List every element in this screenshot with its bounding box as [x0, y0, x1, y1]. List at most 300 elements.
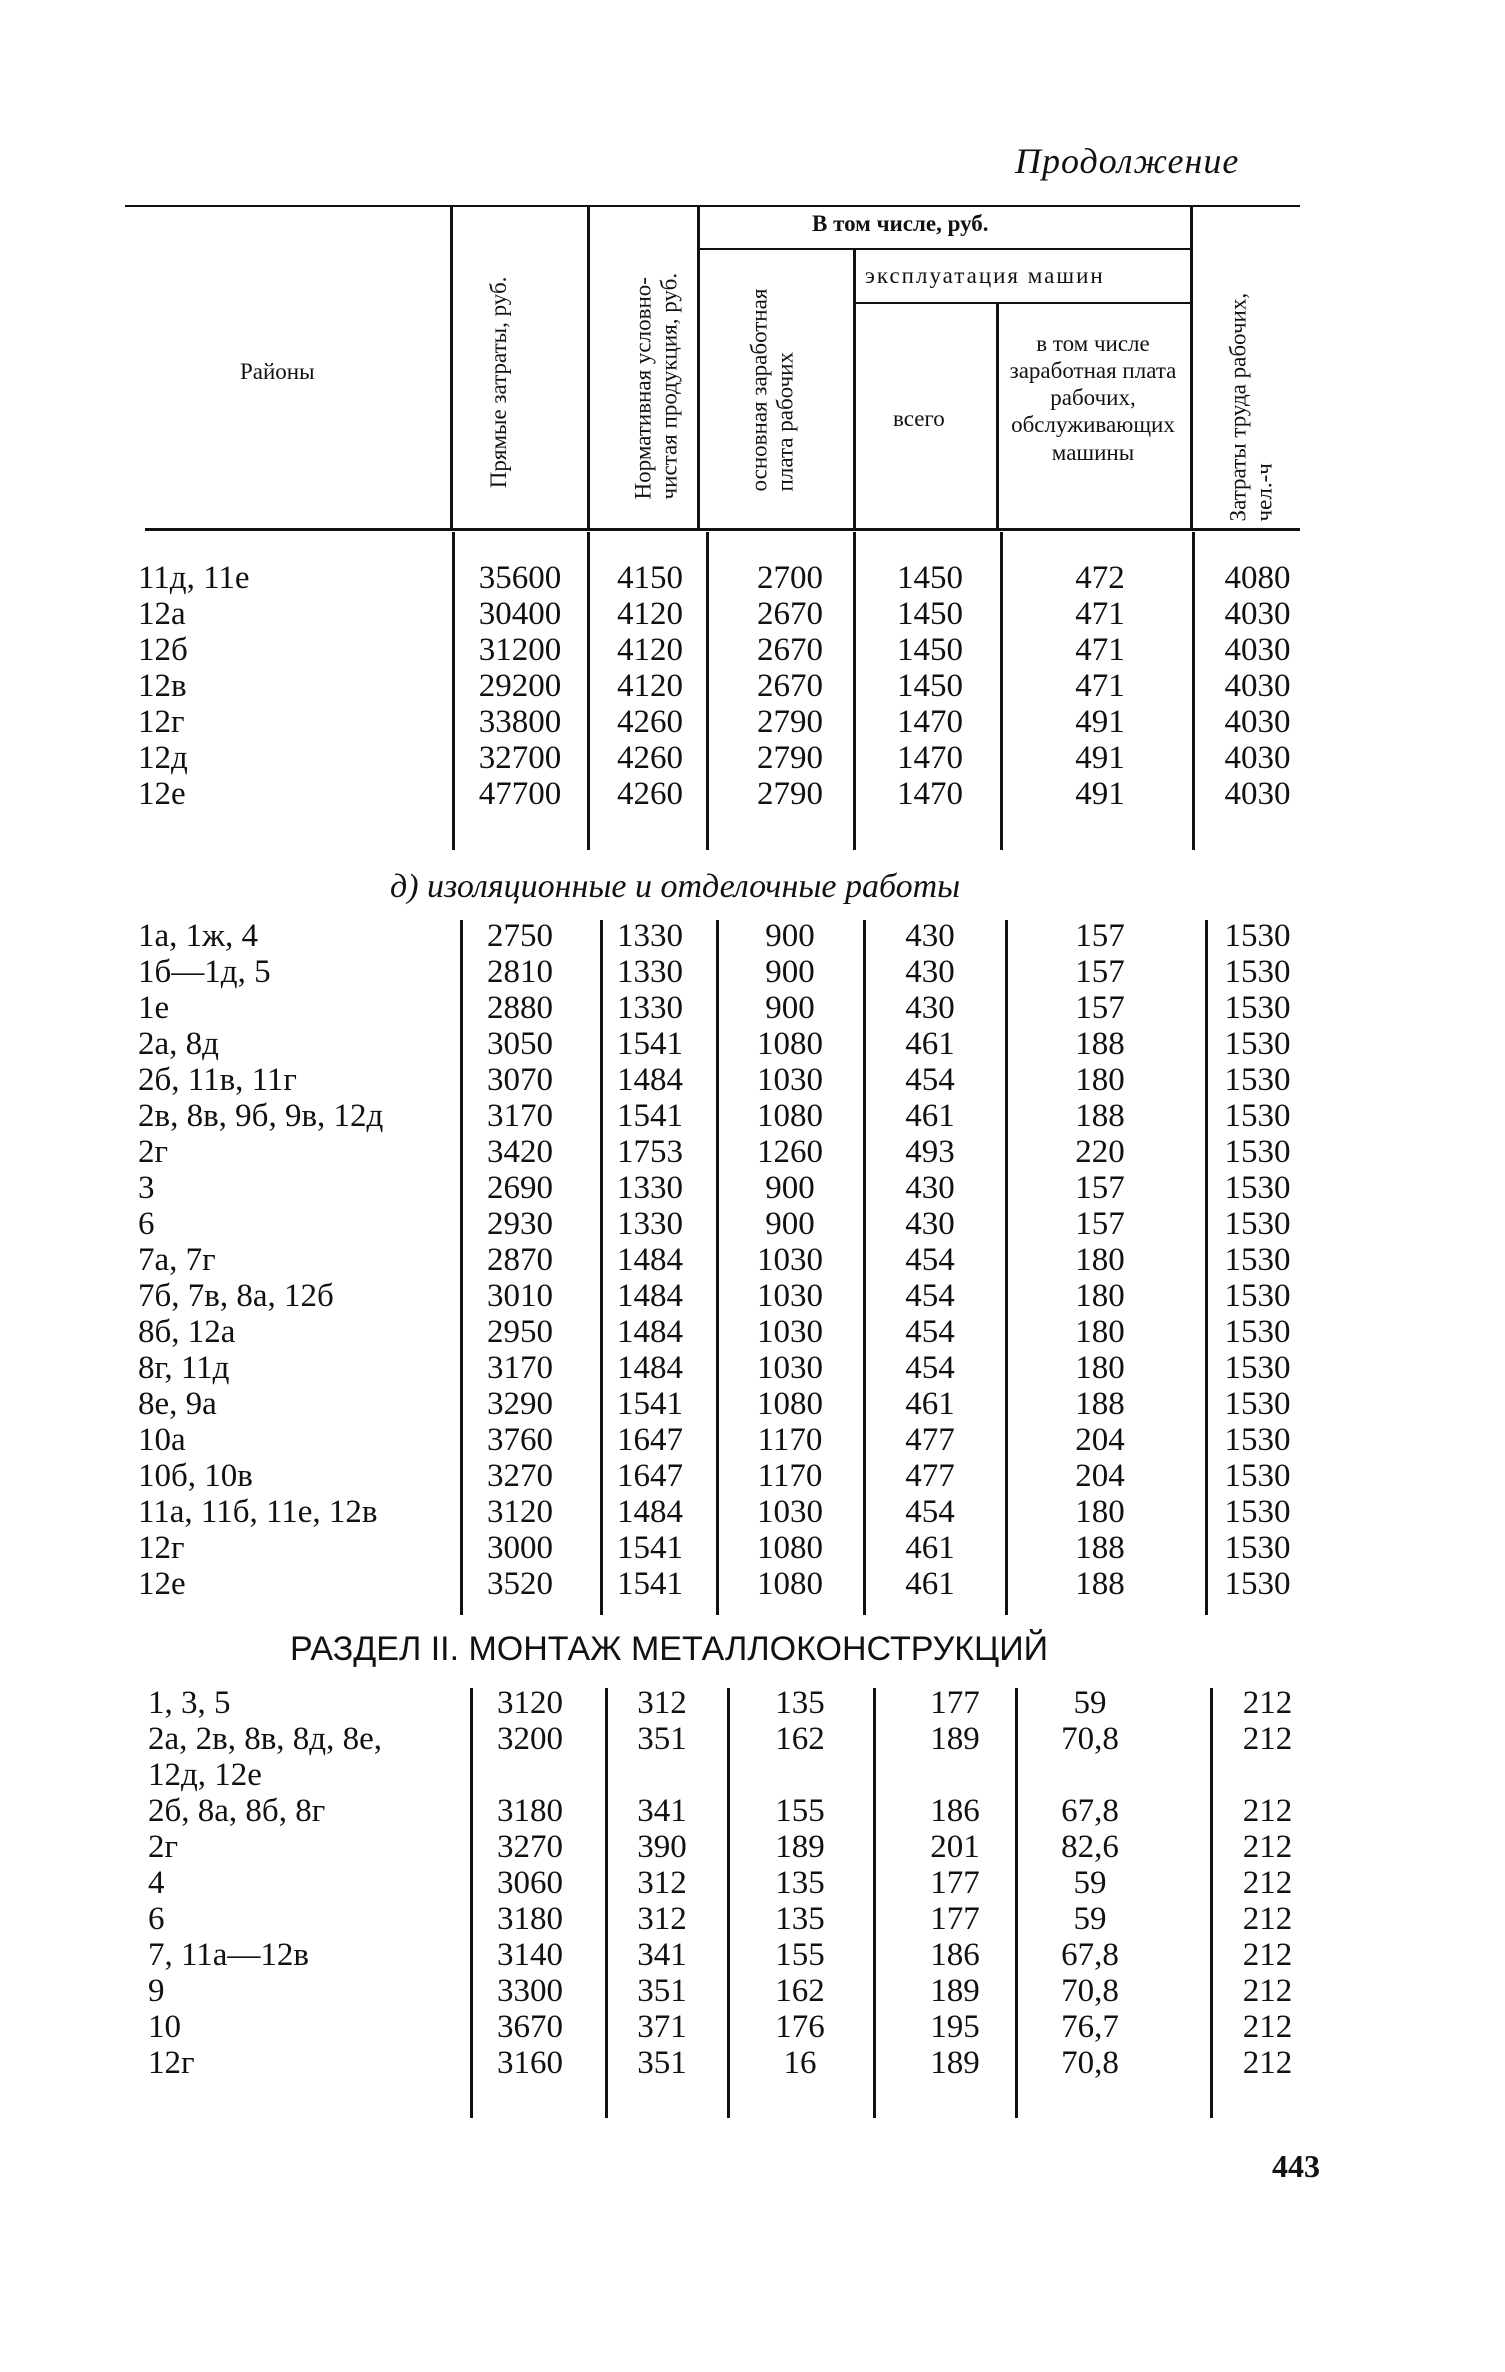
- wage-cell: 135: [775, 1685, 825, 1721]
- machine-total-cell: 1470: [897, 704, 963, 740]
- table-row: [0, 918, 1505, 954]
- wage-cell: 1080: [757, 1386, 823, 1422]
- normative-cell: 1541: [617, 1530, 683, 1566]
- machine-wage-cell: 204: [1075, 1458, 1125, 1494]
- labor-cell: 1530: [1224, 1314, 1291, 1350]
- normative-cell: 341: [637, 1937, 687, 1973]
- machine-total-cell: 189: [930, 1721, 980, 1757]
- labor-cell: 1530: [1224, 1566, 1291, 1602]
- machine-wage-cell: 76,7: [1061, 2009, 1119, 2045]
- normative-cell: 1647: [617, 1458, 683, 1494]
- district-cell: 8б, 12а: [138, 1314, 236, 1350]
- table-row: [0, 1134, 1505, 1170]
- table-row: [0, 776, 1505, 812]
- including-rule: [700, 248, 1190, 250]
- table-row: [0, 1530, 1505, 1566]
- machine-wage-cell: 67,8: [1061, 1793, 1119, 1829]
- normative-cell: 4260: [617, 704, 683, 740]
- machine-wage-cell: 70,8: [1061, 2045, 1119, 2081]
- normative-cell: 1541: [617, 1386, 683, 1422]
- normative-cell: 1484: [617, 1062, 683, 1098]
- labor-cell: 1530: [1224, 918, 1291, 954]
- machine-total-cell: 430: [905, 954, 955, 990]
- machine-rule: [855, 302, 1190, 304]
- machine-total-cell: 461: [905, 1566, 955, 1602]
- direct-cost-cell: 3120: [487, 1494, 553, 1530]
- machine-wage-cell: 180: [1075, 1278, 1125, 1314]
- machine-wage-cell: 59: [1073, 1685, 1107, 1721]
- machine-total-cell: 461: [905, 1386, 955, 1422]
- district-cell: 7б, 7в, 8а, 12б: [138, 1278, 334, 1314]
- direct-cost-cell: 29200: [478, 668, 562, 704]
- normative-cell: 312: [637, 1901, 687, 1937]
- normative-cell: 1330: [617, 1170, 683, 1206]
- table-row: [0, 1026, 1505, 1062]
- labor-cell: 212: [1242, 1793, 1293, 1829]
- direct-cost-cell: 3010: [487, 1278, 553, 1314]
- district-cell: 10а: [138, 1422, 186, 1458]
- header-bottom-rule: [145, 528, 1300, 531]
- labor-cell: 212: [1242, 1721, 1293, 1757]
- labor-cell: 212: [1242, 2009, 1293, 2045]
- labor-cell: 212: [1242, 1829, 1293, 1865]
- direct-cost-cell: 3270: [487, 1458, 553, 1494]
- normative-cell: 1541: [617, 1098, 683, 1134]
- wage-cell: 1080: [757, 1026, 823, 1062]
- header-col-line-6: [1190, 205, 1193, 528]
- wage-cell: 900: [765, 954, 815, 990]
- normative-cell: 4150: [617, 560, 683, 596]
- direct-cost-cell: 3290: [487, 1386, 553, 1422]
- machine-total-cell: 430: [905, 1206, 955, 1242]
- machine-total-cell: 189: [930, 1973, 980, 2009]
- normative-cell: 312: [637, 1685, 687, 1721]
- labor-cell: 4030: [1224, 596, 1291, 632]
- table-row: [0, 1793, 1505, 1829]
- wage-cell: 2670: [757, 596, 823, 632]
- normative-cell: 1484: [617, 1242, 683, 1278]
- labor-cell: 4030: [1224, 668, 1291, 704]
- wage-cell: 1170: [757, 1422, 823, 1458]
- normative-cell: 1484: [617, 1314, 683, 1350]
- machine-total-cell: 1470: [897, 740, 963, 776]
- labor-cell: 212: [1242, 1973, 1293, 2009]
- continuation-label: Продолжение: [1015, 141, 1240, 181]
- machine-wage-cell: 59: [1073, 1865, 1107, 1901]
- machine-total-cell: 201: [930, 1829, 980, 1865]
- direct-cost-cell: 3300: [497, 1973, 563, 2009]
- wage-cell: 1030: [757, 1494, 823, 1530]
- district-cell: 4: [148, 1865, 165, 1901]
- machine-total-cell: 1450: [897, 668, 963, 704]
- wage-cell: 900: [765, 1206, 815, 1242]
- labor-cell: 1530: [1224, 1422, 1291, 1458]
- labor-cell: 1530: [1224, 1494, 1291, 1530]
- direct-cost-cell: 2750: [487, 918, 553, 954]
- machine-wage-cell: 180: [1075, 1242, 1125, 1278]
- normative-cell: 312: [637, 1865, 687, 1901]
- labor-cell: 1530: [1224, 1134, 1291, 1170]
- normative-cell: 351: [637, 2045, 687, 2081]
- table-row: [0, 1278, 1505, 1314]
- normative-cell: 1484: [617, 1350, 683, 1386]
- machine-total-cell: 430: [905, 990, 955, 1026]
- district-cell: 3: [138, 1170, 155, 1206]
- direct-cost-cell: 3160: [497, 2045, 563, 2081]
- machine-wage-cell: 188: [1075, 1566, 1125, 1602]
- machine-wage-cell: 188: [1075, 1026, 1125, 1062]
- table-row: [0, 1757, 1505, 1793]
- direct-cost-cell: 3760: [487, 1422, 553, 1458]
- table-row: [0, 1350, 1505, 1386]
- district-cell: 1а, 1ж, 4: [138, 918, 258, 954]
- header-normative-output: Нормативная условно-чистая продукция, руб.: [630, 272, 682, 500]
- machine-total-cell: 430: [905, 1170, 955, 1206]
- direct-cost-cell: 2870: [487, 1242, 553, 1278]
- table-row: [0, 1206, 1505, 1242]
- direct-cost-cell: 31200: [478, 632, 562, 668]
- district-cell: 11а, 11б, 11е, 12в: [138, 1494, 378, 1530]
- table-row: [0, 1937, 1505, 1973]
- labor-cell: 4030: [1224, 776, 1291, 812]
- wage-cell: 176: [775, 2009, 825, 2045]
- header-labor-costs: Затраты труда рабочих, чел.-ч: [1225, 292, 1277, 522]
- labor-cell: 4030: [1224, 632, 1291, 668]
- header-col-line-1: [450, 205, 453, 528]
- direct-cost-cell: 2950: [487, 1314, 553, 1350]
- wage-cell: 1030: [757, 1062, 823, 1098]
- machine-total-cell: 454: [905, 1314, 955, 1350]
- labor-cell: 1530: [1224, 1098, 1291, 1134]
- wage-cell: 135: [775, 1865, 825, 1901]
- machine-wage-cell: 157: [1075, 1206, 1125, 1242]
- machine-total-cell: 186: [930, 1937, 980, 1973]
- table-row: [0, 1566, 1505, 1602]
- normative-cell: 4260: [617, 740, 683, 776]
- wage-cell: 2790: [757, 776, 823, 812]
- normative-cell: 1484: [617, 1494, 683, 1530]
- machine-wage-cell: 471: [1075, 668, 1125, 704]
- wage-cell: 1260: [757, 1134, 823, 1170]
- district-cell: 2б, 11в, 11г: [138, 1062, 297, 1098]
- direct-cost-cell: 3170: [487, 1098, 553, 1134]
- table-row: [0, 1494, 1505, 1530]
- wage-cell: 1080: [757, 1530, 823, 1566]
- district-cell: 1б—1д, 5: [138, 954, 271, 990]
- table-row: [0, 704, 1505, 740]
- direct-cost-cell: 35600: [478, 560, 562, 596]
- direct-cost-cell: 3180: [497, 1793, 563, 1829]
- header-base-wage: основная заработная плата рабочих: [746, 288, 798, 492]
- machine-total-cell: 461: [905, 1026, 955, 1062]
- district-cell: 2а, 2в, 8в, 8д, 8е,: [148, 1721, 382, 1757]
- table-row: [0, 1422, 1505, 1458]
- table-row: [0, 1458, 1505, 1494]
- district-cell: 6: [138, 1206, 155, 1242]
- machine-total-cell: 186: [930, 1793, 980, 1829]
- machine-wage-cell: 157: [1075, 990, 1125, 1026]
- direct-cost-cell: 3270: [497, 1829, 563, 1865]
- district-cell: 12б: [138, 632, 188, 668]
- header-col-line-3: [697, 205, 700, 528]
- wage-cell: 155: [775, 1937, 825, 1973]
- labor-cell: 1530: [1224, 1350, 1291, 1386]
- labor-cell: 1530: [1224, 990, 1291, 1026]
- normative-cell: 4120: [617, 632, 683, 668]
- machine-total-cell: 177: [930, 1865, 980, 1901]
- table-row: [0, 560, 1505, 596]
- normative-cell: 1647: [617, 1422, 683, 1458]
- machine-total-cell: 177: [930, 1901, 980, 1937]
- direct-cost-cell: 3000: [487, 1530, 553, 1566]
- direct-cost-cell: 3050: [487, 1026, 553, 1062]
- wage-cell: 2790: [757, 704, 823, 740]
- machine-wage-cell: 204: [1075, 1422, 1125, 1458]
- normative-cell: 4120: [617, 596, 683, 632]
- district-cell: 10: [148, 2009, 181, 2045]
- machine-wage-cell: 491: [1075, 776, 1125, 812]
- machine-total-cell: 477: [905, 1458, 955, 1494]
- labor-cell: 1530: [1224, 1206, 1291, 1242]
- wage-cell: 2670: [757, 668, 823, 704]
- wage-cell: 155: [775, 1793, 825, 1829]
- table-row: [0, 668, 1505, 704]
- direct-cost-cell: 30400: [478, 596, 562, 632]
- district-cell: 11д, 11е: [138, 560, 250, 596]
- wage-cell: 1030: [757, 1242, 823, 1278]
- machine-wage-cell: 59: [1073, 1901, 1107, 1937]
- direct-cost-cell: 3070: [487, 1062, 553, 1098]
- table-row: [0, 596, 1505, 632]
- machine-wage-cell: 70,8: [1061, 1973, 1119, 2009]
- normative-cell: 1484: [617, 1278, 683, 1314]
- machine-total-cell: 1470: [897, 776, 963, 812]
- labor-cell: 1530: [1224, 1386, 1291, 1422]
- wage-cell: 162: [775, 1973, 825, 2009]
- machine-total-cell: 461: [905, 1098, 955, 1134]
- machine-wage-cell: 180: [1075, 1314, 1125, 1350]
- direct-cost-cell: 3120: [497, 1685, 563, 1721]
- normative-cell: 4120: [617, 668, 683, 704]
- normative-cell: 371: [637, 2009, 687, 2045]
- machine-wage-cell: 188: [1075, 1098, 1125, 1134]
- table-row: [0, 1973, 1505, 2009]
- district-cell: 6: [148, 1901, 165, 1937]
- machine-total-cell: 493: [905, 1134, 955, 1170]
- machine-total-cell: 461: [905, 1530, 955, 1566]
- district-cell: 7а, 7г: [138, 1242, 216, 1278]
- district-cell: 12а: [138, 596, 186, 632]
- direct-cost-cell: 3180: [497, 1901, 563, 1937]
- district-cell: 1е: [138, 990, 170, 1026]
- district-cell: 12е: [138, 1566, 186, 1602]
- district-cell: 12г: [138, 1530, 185, 1566]
- header-direct-costs: Прямые затраты, руб.: [485, 276, 511, 489]
- direct-cost-cell: 3200: [497, 1721, 563, 1757]
- district-cell: 12г: [138, 704, 185, 740]
- labor-cell: 212: [1242, 2045, 1293, 2081]
- district-cell: 2а, 8д: [138, 1026, 219, 1062]
- district-cell: 1, 3, 5: [148, 1685, 231, 1721]
- labor-cell: 1530: [1224, 1278, 1291, 1314]
- labor-cell: 1530: [1224, 1242, 1291, 1278]
- labor-cell: 1530: [1224, 1062, 1291, 1098]
- machine-wage-cell: 491: [1075, 740, 1125, 776]
- machine-wage-cell: 82,6: [1061, 1829, 1119, 1865]
- table-row: [0, 632, 1505, 668]
- table-row: [0, 1062, 1505, 1098]
- machine-total-cell: 1450: [897, 596, 963, 632]
- direct-cost-cell: 2810: [487, 954, 553, 990]
- machine-wage-cell: 472: [1075, 560, 1125, 596]
- district-cell: 12е: [138, 776, 186, 812]
- machine-total-cell: 454: [905, 1350, 955, 1386]
- normative-cell: 351: [637, 1721, 687, 1757]
- header-col-line-5: [996, 302, 999, 528]
- machine-total-cell: 1450: [897, 632, 963, 668]
- machine-total-cell: 454: [905, 1242, 955, 1278]
- normative-cell: 1753: [617, 1134, 683, 1170]
- labor-cell: 1530: [1224, 1530, 1291, 1566]
- machine-wage-cell: 157: [1075, 1170, 1125, 1206]
- labor-cell: 4030: [1224, 704, 1291, 740]
- machine-total-cell: 430: [905, 918, 955, 954]
- table-row: [0, 1170, 1505, 1206]
- table-row: [0, 1901, 1505, 1937]
- wage-cell: 900: [765, 1170, 815, 1206]
- machine-total-cell: 177: [930, 1685, 980, 1721]
- direct-cost-cell: 3520: [487, 1566, 553, 1602]
- direct-cost-cell: 47700: [478, 776, 562, 812]
- labor-cell: 212: [1242, 1901, 1293, 1937]
- district-cell: 10б, 10в: [138, 1458, 253, 1494]
- normative-cell: 390: [637, 1829, 687, 1865]
- machine-wage-cell: 220: [1075, 1134, 1125, 1170]
- wage-cell: 1030: [757, 1314, 823, 1350]
- labor-cell: 212: [1242, 1937, 1293, 1973]
- machine-wage-cell: 157: [1075, 954, 1125, 990]
- machine-total-cell: 454: [905, 1278, 955, 1314]
- labor-cell: 212: [1242, 1865, 1293, 1901]
- district-cell: 8г, 11д: [138, 1350, 230, 1386]
- header-top-rule: [125, 205, 1300, 207]
- machine-wage-cell: 188: [1075, 1386, 1125, 1422]
- machine-wage-cell: 471: [1075, 596, 1125, 632]
- district-cell: 2г: [148, 1829, 179, 1865]
- table-row: [0, 1242, 1505, 1278]
- direct-cost-cell: 3140: [497, 1937, 563, 1973]
- district-cell: 12в: [138, 668, 187, 704]
- district-cell: 9: [148, 1973, 165, 2009]
- machine-wage-cell: 471: [1075, 632, 1125, 668]
- table-row: [0, 2009, 1505, 2045]
- direct-cost-cell: 3170: [487, 1350, 553, 1386]
- district-cell: 2г: [138, 1134, 169, 1170]
- labor-cell: 1530: [1224, 954, 1291, 990]
- wage-cell: 1080: [757, 1566, 823, 1602]
- direct-cost-cell: 33800: [478, 704, 562, 740]
- machine-wage-cell: 188: [1075, 1530, 1125, 1566]
- normative-cell: 1330: [617, 1206, 683, 1242]
- normative-cell: 1541: [617, 1026, 683, 1062]
- direct-cost-cell: 32700: [478, 740, 562, 776]
- machine-wage-cell: 70,8: [1061, 1721, 1119, 1757]
- wage-cell: 900: [765, 918, 815, 954]
- header-machine-operation: эксплуатация машин: [865, 263, 1105, 288]
- machine-total-cell: 195: [930, 2009, 980, 2045]
- wage-cell: 2670: [757, 632, 823, 668]
- labor-cell: 212: [1242, 1685, 1293, 1721]
- wage-cell: 2700: [757, 560, 823, 596]
- labor-cell: 1530: [1224, 1458, 1291, 1494]
- wage-cell: 1170: [757, 1458, 823, 1494]
- normative-cell: 341: [637, 1793, 687, 1829]
- header-total: всего: [893, 406, 945, 431]
- table-row: [0, 954, 1505, 990]
- header-districts: Районы: [240, 359, 315, 384]
- district-cell: 8е, 9а: [138, 1386, 217, 1422]
- wage-cell: 900: [765, 990, 815, 1026]
- header-machine-wage: в том числе заработная плата рабочих, обслуживающих машины: [1009, 331, 1177, 465]
- normative-cell: 1330: [617, 990, 683, 1026]
- district-cell: 12д: [138, 740, 188, 776]
- machine-wage-cell: 491: [1075, 704, 1125, 740]
- wage-cell: 2790: [757, 740, 823, 776]
- wage-cell: 189: [775, 1829, 825, 1865]
- direct-cost-cell: 2930: [487, 1206, 553, 1242]
- table-row: [0, 1314, 1505, 1350]
- section-2-title: РАЗДЕЛ II. МОНТАЖ МЕТАЛЛОКОНСТРУКЦИЙ: [290, 1630, 1049, 1668]
- normative-cell: 4260: [617, 776, 683, 812]
- normative-cell: 351: [637, 1973, 687, 2009]
- district-cell: 12г: [148, 2045, 195, 2081]
- header-col-line-2: [587, 205, 590, 528]
- header-including: В том числе, руб.: [812, 211, 989, 236]
- normative-cell: 1330: [617, 954, 683, 990]
- district-cell: 2б, 8а, 8б, 8г: [148, 1793, 326, 1829]
- district-cell: 12д, 12е: [148, 1757, 262, 1793]
- table-row: [0, 990, 1505, 1026]
- machine-wage-cell: 157: [1075, 918, 1125, 954]
- machine-total-cell: 477: [905, 1422, 955, 1458]
- machine-total-cell: 189: [930, 2045, 980, 2081]
- labor-cell: 4080: [1224, 560, 1291, 596]
- header-col-line-4: [853, 248, 856, 528]
- table-row: [0, 2045, 1505, 2081]
- direct-cost-cell: 3060: [497, 1865, 563, 1901]
- labor-cell: 1530: [1224, 1026, 1291, 1062]
- wage-cell: 1080: [757, 1098, 823, 1134]
- direct-cost-cell: 3420: [487, 1134, 553, 1170]
- table-row: [0, 1721, 1505, 1757]
- wage-cell: 16: [783, 2045, 817, 2081]
- table-row: [0, 1829, 1505, 1865]
- machine-wage-cell: 67,8: [1061, 1937, 1119, 1973]
- machine-wage-cell: 180: [1075, 1062, 1125, 1098]
- direct-cost-cell: 2880: [487, 990, 553, 1026]
- normative-cell: 1541: [617, 1566, 683, 1602]
- table-row: [0, 1685, 1505, 1721]
- machine-wage-cell: 180: [1075, 1350, 1125, 1386]
- wage-cell: 1030: [757, 1278, 823, 1314]
- section-d-title: д) изоляционные и отделочные работы: [390, 868, 961, 905]
- normative-cell: 1330: [617, 918, 683, 954]
- machine-total-cell: 1450: [897, 560, 963, 596]
- labor-cell: 1530: [1224, 1170, 1291, 1206]
- direct-cost-cell: 3670: [497, 2009, 563, 2045]
- wage-cell: 135: [775, 1901, 825, 1937]
- machine-wage-cell: 180: [1075, 1494, 1125, 1530]
